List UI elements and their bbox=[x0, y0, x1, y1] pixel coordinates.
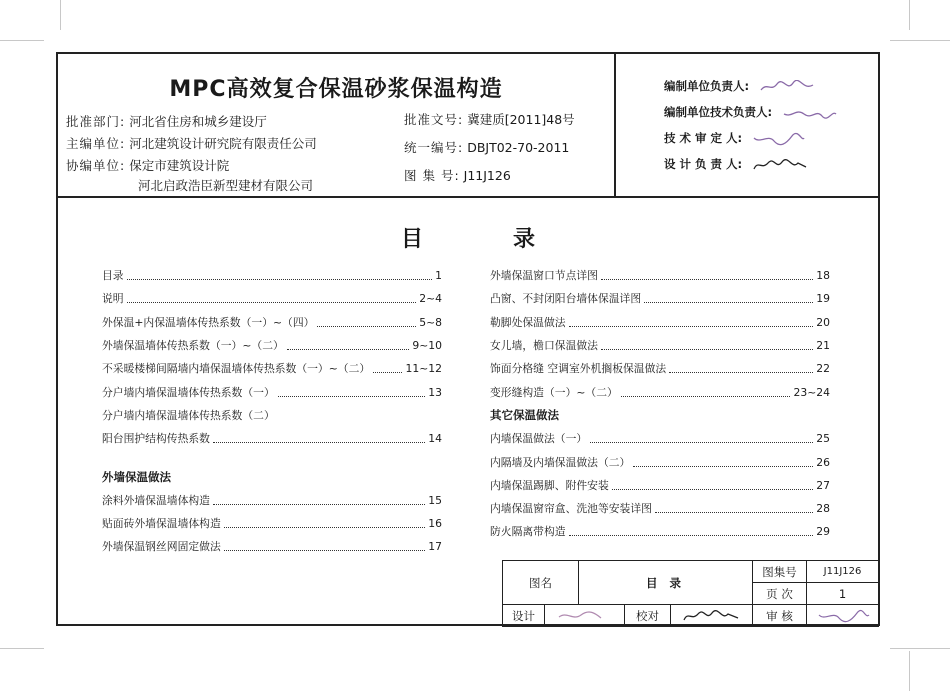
toc-entry-label: 饰面分格缝 空调室外机搁板保温做法 bbox=[490, 362, 667, 376]
toc-entry-label: 内墙保温窗帘盒、洗池等安装详图 bbox=[490, 502, 652, 516]
page-number-label: 页 次 bbox=[753, 583, 807, 605]
approval-doc-value: 冀建质[2011]48号 bbox=[467, 112, 575, 127]
registration-mark bbox=[909, 651, 910, 691]
toc-entry[interactable] bbox=[102, 287, 442, 310]
signature-scribble bbox=[752, 158, 808, 172]
signature-row bbox=[664, 130, 808, 146]
toc-left-column bbox=[102, 264, 442, 559]
toc-entry-label: 凸窗、不封闭阳台墙体保温详图 bbox=[490, 292, 642, 306]
signature-scribble bbox=[813, 609, 873, 623]
unified-number-row bbox=[404, 138, 569, 156]
drawing-name-value: 目 录 bbox=[579, 561, 753, 605]
toc-entry[interactable] bbox=[102, 404, 442, 427]
toc-entry[interactable] bbox=[490, 334, 830, 357]
approval-doc-row bbox=[404, 110, 575, 128]
signature-label: 技 术 审 定 人: bbox=[664, 131, 743, 145]
toc-entry[interactable] bbox=[102, 427, 442, 450]
signature-scribble bbox=[759, 80, 815, 94]
toc-entry[interactable] bbox=[102, 334, 442, 357]
registration-mark bbox=[0, 40, 44, 41]
toc-entry-label: 贴面砖外墙保温墙体构造 bbox=[102, 517, 221, 531]
chief-editor-row bbox=[66, 134, 317, 152]
toc-entry[interactable] bbox=[102, 535, 442, 558]
toc-spacer bbox=[102, 450, 442, 465]
toc-entry-label: 不采暖楼梯间隔墙内墙保温墙体传热系数（一）~（二） bbox=[102, 362, 371, 376]
checker-label: 校对 bbox=[625, 605, 671, 627]
signature-label: 编制单位技术负责人: bbox=[664, 105, 773, 119]
chief-editor-label: 主编单位: bbox=[66, 136, 126, 151]
toc-entry-label: 外保温+内保温墙体传热系数（一）~（四） bbox=[102, 315, 315, 329]
atlas-number-cell-value: J11J126 bbox=[807, 561, 879, 583]
toc-entry-label: 分户墙内墙保温墙体传热系数（二） bbox=[102, 408, 275, 422]
toc-entry-label: 防火隔离带构造 bbox=[490, 525, 566, 539]
toc-entry-page: 23~24 bbox=[793, 385, 830, 399]
registration-mark bbox=[890, 40, 950, 41]
toc-entry-label: 内墙保温踢脚、附件安装 bbox=[490, 478, 609, 492]
toc-entry[interactable] bbox=[490, 311, 830, 334]
toc-entry-label: 涂料外墙保温墙体构造 bbox=[102, 493, 210, 507]
toc-section-heading: 外墙保温做法 bbox=[102, 470, 171, 485]
toc-entry-label: 勒脚处保温做法 bbox=[490, 315, 566, 329]
toc-entry[interactable] bbox=[490, 520, 830, 543]
toc-entry[interactable] bbox=[490, 287, 830, 310]
title-block bbox=[502, 560, 879, 627]
toc-entry-label: 外墙保温钢丝网固定做法 bbox=[102, 540, 221, 554]
signature-label: 编制单位负责人: bbox=[664, 79, 750, 93]
registration-mark bbox=[60, 0, 61, 30]
toc-entry-page: 20 bbox=[816, 315, 830, 329]
approver-label: 批准部门: bbox=[66, 114, 126, 129]
unified-number-value: DBJT02-70-2011 bbox=[467, 140, 570, 155]
toc-entry[interactable] bbox=[102, 264, 442, 287]
toc-entry[interactable] bbox=[490, 380, 830, 403]
toc-entry-label: 外墙保温窗口节点详图 bbox=[490, 269, 598, 283]
signature-row bbox=[664, 156, 808, 172]
atlas-number-label: 图 集 号: bbox=[404, 168, 460, 183]
toc-entry[interactable] bbox=[102, 512, 442, 535]
toc-entry-page: 1 bbox=[435, 269, 442, 283]
toc-entry[interactable] bbox=[490, 264, 830, 287]
approver-value: 河北省住房和城乡建设厅 bbox=[129, 114, 267, 129]
drawing-name-label: 图名 bbox=[503, 561, 579, 605]
toc-entry[interactable] bbox=[490, 357, 830, 380]
unified-number-label: 统一编号: bbox=[404, 140, 464, 155]
toc-entry-page: 28 bbox=[816, 502, 830, 516]
registration-mark bbox=[890, 648, 950, 649]
toc-entry[interactable] bbox=[102, 380, 442, 403]
co-editor-value-1: 保定市建筑设计院 bbox=[129, 158, 230, 173]
toc-entry[interactable] bbox=[490, 497, 830, 520]
document-title: MPC高效复合保温砂浆保温构造 bbox=[169, 77, 503, 102]
reviewer-signature bbox=[807, 605, 879, 627]
registration-mark bbox=[0, 648, 44, 649]
atlas-number-value: J11J126 bbox=[463, 168, 511, 183]
signature-scribble bbox=[682, 609, 742, 623]
approval-doc-label: 批准文号: bbox=[404, 112, 464, 127]
toc-entry-page: 25 bbox=[816, 432, 830, 446]
signature-scribble bbox=[752, 132, 808, 146]
toc-entry-label: 目录 bbox=[102, 269, 124, 283]
toc-entry-page: 22 bbox=[816, 362, 830, 376]
chief-editor-value: 河北建筑设计研究院有限责任公司 bbox=[129, 136, 317, 151]
toc-entry[interactable] bbox=[102, 357, 442, 380]
toc-entry-page: 16 bbox=[428, 517, 442, 531]
toc-entry-label: 说明 bbox=[102, 292, 124, 306]
toc-entry-page: 9~10 bbox=[412, 339, 442, 353]
co-editor-row-2 bbox=[138, 176, 313, 194]
toc-entry-label: 内墙保温做法（一） bbox=[490, 432, 588, 446]
toc-entry-page: 15 bbox=[428, 493, 442, 507]
page-number-value: 1 bbox=[807, 583, 879, 605]
toc-entry[interactable] bbox=[102, 311, 442, 334]
toc-entry-page: 17 bbox=[428, 540, 442, 554]
toc-entry[interactable] bbox=[102, 489, 442, 512]
toc-entry-label: 外墙保温墙体传热系数（一）~（二） bbox=[102, 339, 284, 353]
drawing-sheet bbox=[56, 52, 880, 626]
co-editor-row bbox=[66, 156, 229, 174]
co-editor-value-2: 河北启政浩臣新型建材有限公司 bbox=[138, 178, 314, 193]
atlas-number-row bbox=[404, 166, 511, 184]
toc-entry-page: 29 bbox=[816, 525, 830, 539]
toc-entry-label: 内隔墙及内墙保温做法（二） bbox=[490, 455, 631, 469]
approver-row bbox=[66, 112, 267, 130]
toc-entry-page: 19 bbox=[816, 292, 830, 306]
signature-row bbox=[664, 104, 838, 120]
signature-row bbox=[664, 78, 815, 94]
toc-entry-label: 变形缝构造（一）~（二） bbox=[490, 385, 618, 399]
toc-entry-page: 18 bbox=[816, 269, 830, 283]
reviewer-label: 审 核 bbox=[753, 605, 807, 627]
header-divider bbox=[58, 196, 878, 198]
toc-entry-page: 21 bbox=[816, 339, 830, 353]
toc-section-heading: 其它保温做法 bbox=[490, 408, 559, 423]
toc-entry-page: 26 bbox=[816, 455, 830, 469]
designer-signature bbox=[545, 605, 625, 627]
toc-entry-label: 女儿墙，檐口保温做法 bbox=[490, 339, 598, 353]
toc-entry-label: 分户墙内墙保温墙体传热系数（一） bbox=[102, 385, 275, 399]
toc-entry-page: 27 bbox=[816, 478, 830, 492]
designer-label: 设计 bbox=[503, 605, 545, 627]
toc-entry-page: 11~12 bbox=[405, 362, 442, 376]
toc-entry[interactable] bbox=[490, 450, 830, 473]
toc-entry[interactable] bbox=[490, 427, 830, 450]
co-editor-label: 协编单位: bbox=[66, 158, 126, 173]
checker-signature bbox=[671, 605, 753, 627]
signature-label: 设 计 负 责 人: bbox=[664, 157, 743, 171]
atlas-number-cell-label: 图集号 bbox=[753, 561, 807, 583]
signature-scribble bbox=[555, 609, 615, 623]
toc-entry-page: 2~4 bbox=[419, 292, 442, 306]
header-divider-vertical bbox=[614, 54, 616, 196]
toc-entry-label: 阳台围护结构传热系数 bbox=[102, 432, 210, 446]
toc-entry[interactable] bbox=[490, 474, 830, 497]
signature-scribble bbox=[782, 106, 838, 120]
toc-entry-page: 5~8 bbox=[419, 315, 442, 329]
toc-title: 目录 bbox=[400, 227, 625, 252]
toc-entry-page: 14 bbox=[428, 432, 442, 446]
registration-mark bbox=[909, 0, 910, 30]
toc-entry-page: 13 bbox=[428, 385, 442, 399]
toc-right-column bbox=[490, 264, 830, 544]
